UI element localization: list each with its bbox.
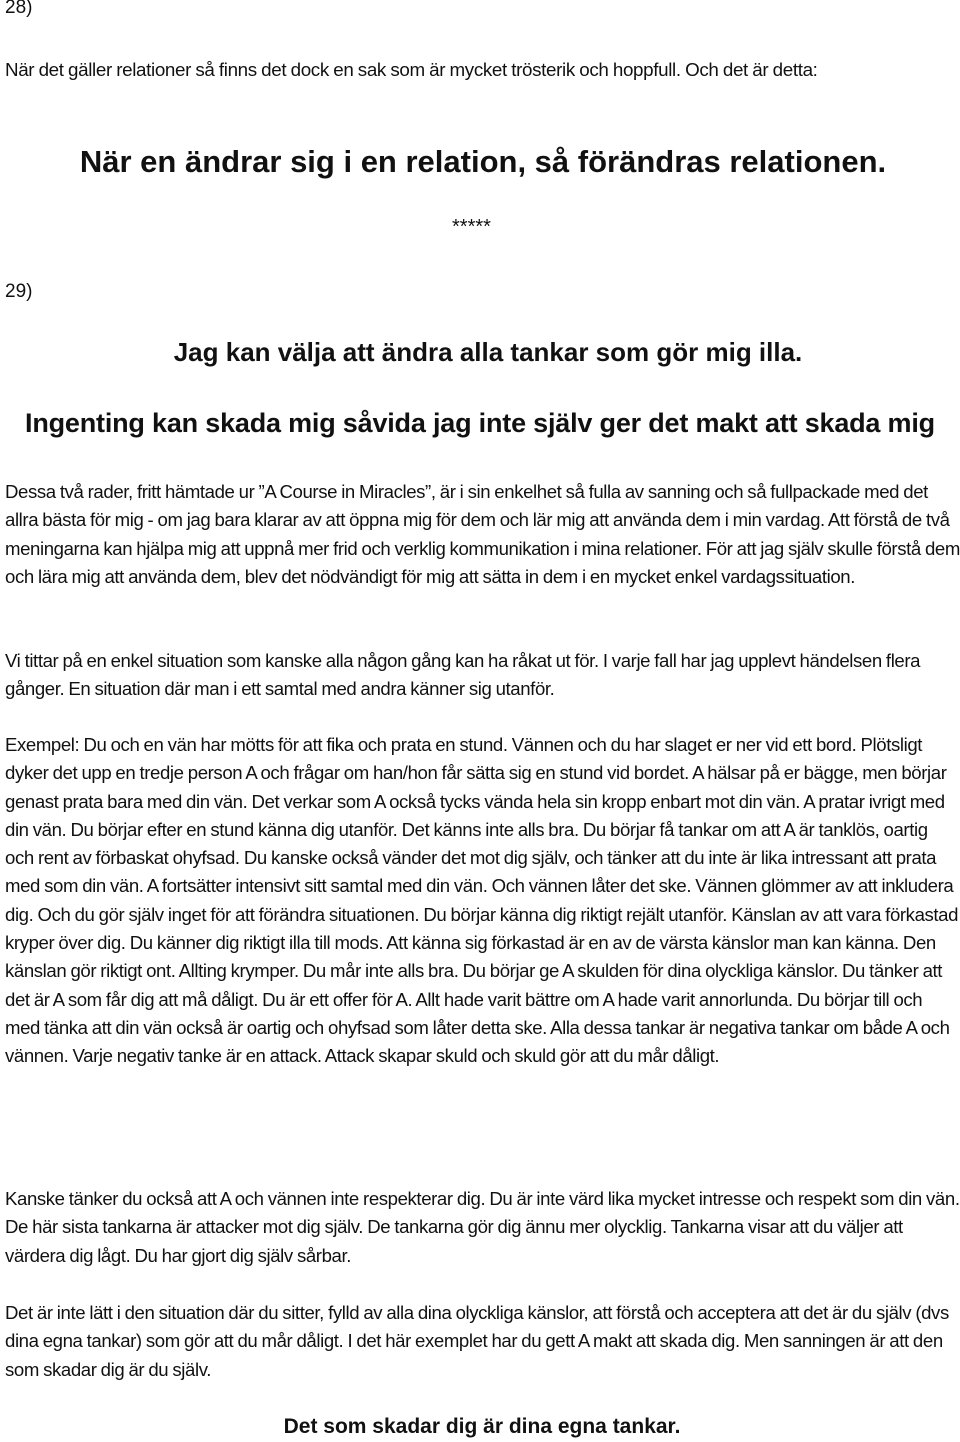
section-29-heading-2: Ingenting kan skada mig såvida jag inte själv ger det makt att skada mig (25, 408, 935, 438)
section-number-28: 28) (5, 0, 33, 18)
section-29-heading-1: Jag kan välja att ändra alla tankar som gör mig illa. (173, 337, 803, 367)
paragraph-example: Exempel: Du och en vän har mötts för att fika och prata en stund. Vännen och du har slaget er ner vid ett bord. Plötsligt dyker det upp en tredje person A och frågar om han/hon får sätta sig en stund vid bordet. A hälsar på er bägge, men börjar genast prata bara med din vän. Det verkar som A också tycks vända hela sin kropp enbart mot din vän. A pratar ivrigt med din vän. Du börjar efter en stund känna dig utanför. Det känns inte alls bra. Du börjar få tankar om att A är tanklös, oartig och rent av förbaskat ohyfsad. Du kanske också vänder det mot dig själv, och tänker att du inte är lika intressant att prata med som din vän. A fortsätter intensivt sitt samtal med din vän. Och vännen låter det ske. Vännen glömmer av att inkludera dig. Och du gör själv inget för att förändra situationen. Du börjar känna dig riktigt rejält utanför. Känslan av att vara förkastad kryper över dig. Du känner dig riktigt illa till mods. Att känna sig förkastad är en av de värsta känslor man kan känna. Den känslan gör riktigt ont. Allting krymper. Du mår inte alls bra. Du börjar ge A skulden för dina olyckliga känslor. Du tänker att det är A som får dig att må dåligt. Du är ett offer för A. Allt hade varit bättre om A hade varit annorlunda. Du börjar till och med tänka att din vän också är oartig och ohyfsad som låter detta ske. Alla dessa tankar är negativa tankar om både A och vännen. Varje negativ tanke är en attack. Attack skapar skuld och skuld gör att du mår dåligt. (5, 734, 959, 1067)
paragraph-4: Kanske tänker du också att A och vännen inte respekterar dig. Du är inte värd lika mycket intresse och respekt som din vän. De här sista tankarna är attacker mot dig själv. De tankarna gör dig ännu mer olycklig. Tankarna visar att du väljer att värdera dig lågt. Du har gjort dig själv sårbar. (5, 1188, 960, 1266)
paragraph-5: Det är inte lätt i den situation där du sitter, fylld av alla dina olyckliga känslor, att förstå och acceptera att det är du själv (dvs dina egna tankar) som gör att du mår dåligt. I det här exemplet har du gett A makt att skada dig. Men sanningen är att den som skadar dig är du själv. (5, 1302, 949, 1380)
separator-stars: ***** (452, 216, 491, 238)
paragraph-2: Vi tittar på en enkel situation som kanske alla någon gång kan ha råkat ut för. I varje fall har jag upplevt händelsen flera gånger. En situation där man i ett samtal med andra känner sig utanför. (5, 650, 921, 700)
section-number-29: 29) (5, 281, 33, 302)
section-28-intro: När det gäller relationer så finns det dock en sak som är mycket trösterik och hoppfull. Och det är detta: (5, 59, 818, 80)
paragraph-1: Dessa två rader, fritt hämtade ur ”A Course in Miracles”, är i sin enkelhet så fulla av sanning och så fullpackade med det allra bästa för mig - om jag bara klarar av att öppna mig för dem och lär mig att använda dem i min vardag. Att förstå de två meningarna kan hjälpa mig att uppnå mer frid och verklig kommunikation i mina relationer. För att jag själv skulle förstå dem och lära mig att använda dem, blev det nödvändigt för mig att sätta in dem i en mycket enkel vardagssituation. (5, 481, 960, 587)
section-28-heading: När en ändrar sig i en relation, så förändras relationen. (79, 144, 887, 179)
conclusion-heading: Det som skadar dig är dina egna tankar. (283, 1415, 681, 1438)
